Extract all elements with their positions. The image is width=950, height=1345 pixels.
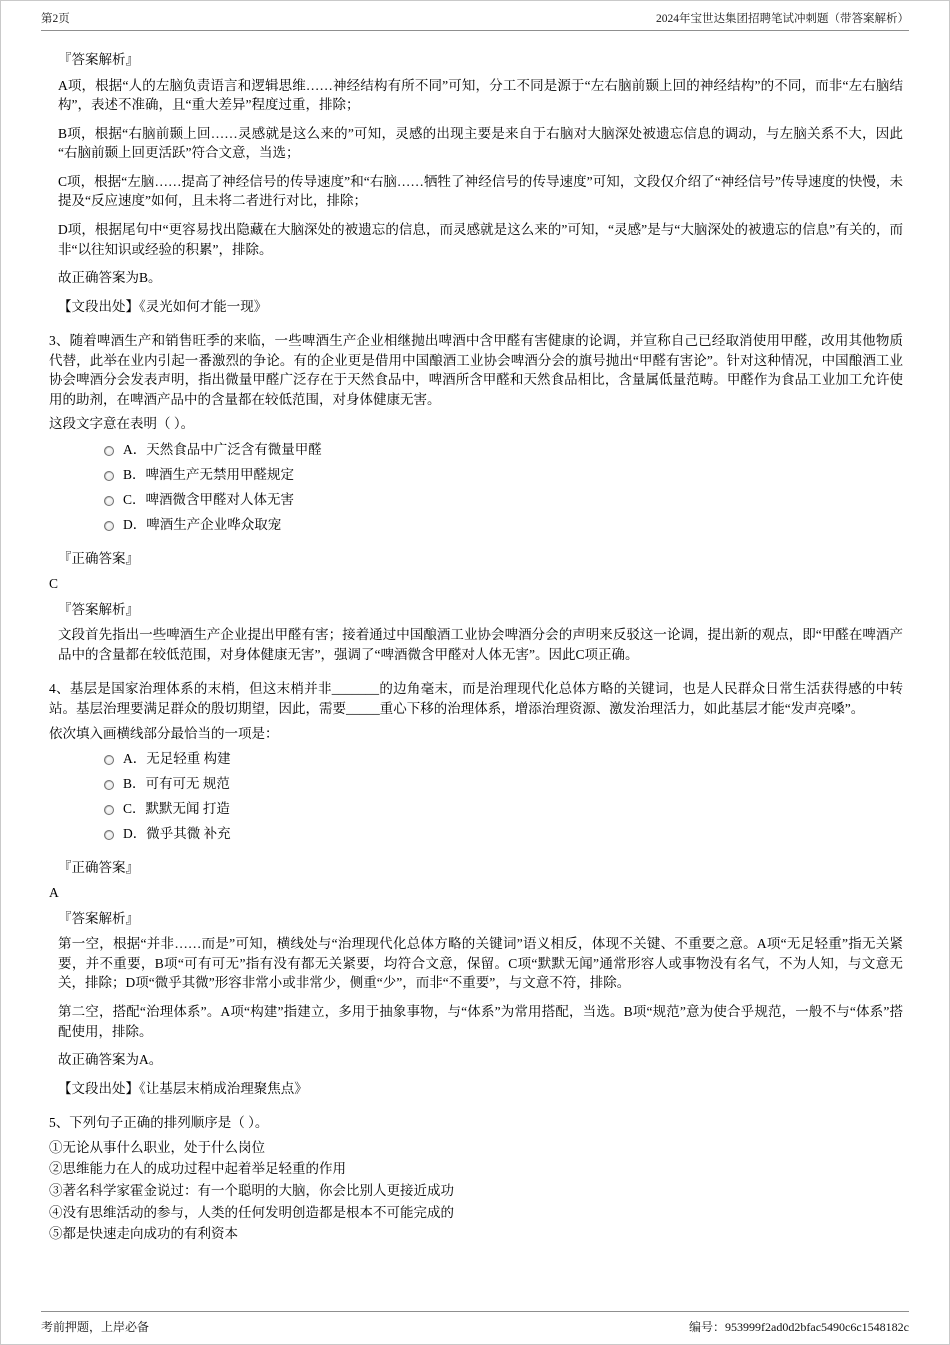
option-label: B．啤酒生产无禁用甲醛规定 [123, 466, 295, 482]
radio-button-icon[interactable] [104, 805, 114, 815]
source-reference: 【文段出处】《灵光如何才能一现》 [58, 298, 268, 314]
analysis-paragraph: B项，根据“右脑前颞上回……灵感就是这么来的”可知，灵感的出现主要是来自于右脑对大脑深处被遗忘信息的调动，与左脑关系不大，因此“右脑前颞上回更活跃”符合文意，当选； [58, 125, 903, 161]
sentence-line: ②思维能力在人的成功过程中起着举足轻重的作用 [49, 1161, 346, 1177]
option-row[interactable] [104, 750, 903, 769]
sentence-line: ④没有思维活动的参与，人类的任何发明创造都是根本不可能完成的 [49, 1204, 454, 1220]
option-label: A．天然食品中广泛含有微量甲醛 [123, 442, 322, 457]
radio-button-icon[interactable] [104, 755, 114, 765]
option-row[interactable] [104, 466, 903, 485]
section-label: 『答案解析』 [58, 52, 139, 67]
option-label: A．无足轻重 构建 [123, 751, 231, 767]
option-row[interactable] [104, 800, 903, 819]
section-label: 『正确答案』 [58, 859, 139, 875]
question-stem: 5、下列句子正确的排列顺序是（ ）。 [49, 1115, 269, 1131]
question-prompt: 依次填入画横线部分最恰当的一项是： [49, 725, 279, 741]
option-row[interactable] [104, 491, 903, 510]
question-stem: 4、基层是国家治理体系的末梢，但这末梢并非_______的边角毫末，而是治理现代化总体方略的关键词，也是人民群众日常生活获得感的中转站。基层治理要满足群众的殷切期望，因此，需要_____重心下移的治理体系，增添治理资源、激发治理活力，如此基层才能“发声亮嗓”。 [49, 681, 903, 716]
analysis-paragraph: 故正确答案为A。 [58, 1052, 163, 1068]
analysis-paragraph: C项，根据“左脑……提高了神经信号的传导速度”和“右脑……牺牲了神经信号的传导速度”可知，文段仅介绍了“神经信号”传导速度的快慢，未提及“反应速度”如何，且未将二者进行对比，排除； [58, 173, 903, 209]
option-label: B．可有可无 规范 [123, 775, 230, 791]
option-row[interactable] [104, 775, 903, 794]
page-number: 第2页 [41, 13, 70, 25]
option-label: D．微乎其微 补充 [123, 825, 231, 841]
radio-button-icon[interactable] [104, 471, 114, 481]
footer-serial-number: 编号：953999f2ad0d2bfac5490c6c1548182c [689, 1320, 909, 1334]
option-row[interactable] [104, 516, 903, 535]
document-content [1, 31, 949, 1244]
option-label: C．啤酒微含甲醛对人体无害 [123, 491, 295, 507]
page-header [41, 10, 909, 31]
sentence-list [49, 1138, 903, 1244]
radio-button-icon[interactable] [104, 830, 114, 840]
radio-button-icon[interactable] [104, 446, 114, 456]
section-label: 『正确答案』 [58, 550, 139, 566]
analysis-paragraph: 第一空，根据“并非……而是”可知，横线处与“治理现代化总体方略的关键词”语义相反，体现不关键、不重要之意。A项“无足轻重”指无关紧要，并不重要，B项“可有可无”指有没有都无关紧要，均符合文意，保留。C项“默默无闻”通常形容人或事物没有名气，不为人知，与文意无关，排除；D项“微乎其微”形容非常小或非常少，侧重“少”，而非“不重要”，与文意不符，排除。 [58, 936, 903, 991]
radio-button-icon[interactable] [104, 521, 114, 531]
sentence-line: ⑤都是快速走向成功的有利资本 [49, 1226, 238, 1242]
sentence-line: ①无论从事什么职业，处于什么岗位 [49, 1139, 265, 1155]
analysis-paragraph: 第二空，搭配“治理体系”。A项“构建”指建立，多用于抽象事物，与“体系”为常用搭配，当选。B项“规范”意为使合乎规范，一般不与“体系”搭配使用，排除。 [58, 1004, 903, 1039]
option-label: C．默默无闻 打造 [123, 800, 230, 816]
document-title: 2024年宝世达集团招聘笔试冲刺题（带答案解析） [656, 13, 909, 25]
radio-button-icon[interactable] [104, 496, 114, 506]
page-footer [41, 1311, 909, 1335]
sentence-line: ③著名科学家霍金说过：有一个聪明的大脑，你会比别人更接近成功 [49, 1182, 454, 1198]
option-group [49, 750, 903, 844]
option-label: D．啤酒生产企业哗众取宠 [123, 516, 282, 532]
analysis-paragraph: A项，根据“人的左脑负责语言和逻辑思维……神经结构有所不同”可知，分工不同是源于“左右脑前颞上回的神经结构”的不同，而非“左右脑结构”，表述不准确，且“重大差异”程度过重，排除； [58, 77, 903, 113]
section-label: 『答案解析』 [58, 601, 139, 617]
question-prompt: 这段文字意在表明（ ）。 [49, 416, 195, 432]
answer-letter: A [49, 885, 59, 901]
analysis-paragraph: D项，根据尾句中“更容易找出隐藏在大脑深处的被遗忘的信息，而灵感就是这么来的”可知，“灵感”是与“大脑深处的被遗忘的信息”有关的，而非“以往知识或经验的积累”，排除。 [58, 221, 903, 257]
option-row[interactable] [104, 825, 903, 844]
section-label: 『答案解析』 [58, 910, 139, 926]
answer-letter: C [49, 576, 59, 592]
analysis-paragraph: 故正确答案为B。 [58, 270, 162, 286]
analysis-paragraph: 文段首先指出一些啤酒生产企业提出甲醛有害；接着通过中国酿酒工业协会啤酒分会的声明来反驳这一论调，提出新的观点，即“甲醛在啤酒产品中的含量都在较低范围，对身体健康无害”，强调了“啤酒微含甲醛对人体无害”。因此C项正确。 [58, 627, 903, 662]
option-group [49, 441, 903, 535]
radio-button-icon[interactable] [104, 780, 114, 790]
option-row[interactable] [104, 441, 903, 460]
question-stem: 3、随着啤酒生产和销售旺季的来临，一些啤酒生产企业相继抛出啤酒中含甲醛有害健康的论调，并宣称自己已经取消使用甲醛，改用其他物质代替，此举在业内引起一番激烈的争论。有的企业更是借用中国酿酒工业协会啤酒分会的旗号抛出“甲醛有害论”。针对这种情况，中国酿酒工业协会啤酒分会发表声明，指出微量甲醛广泛存在于天然食品中，啤酒所含甲醛和天然食品相比，含量属低量范畴。甲醛作为食品工业加工允许使用的助剂，在啤酒产品中的含量都在较低范围，对身体健康无害。 [49, 333, 903, 407]
footer-slogan: 考前押题，上岸必备 [41, 1320, 150, 1334]
source-reference: 【文段出处】《让基层末梢成治理聚焦点》 [58, 1080, 308, 1096]
